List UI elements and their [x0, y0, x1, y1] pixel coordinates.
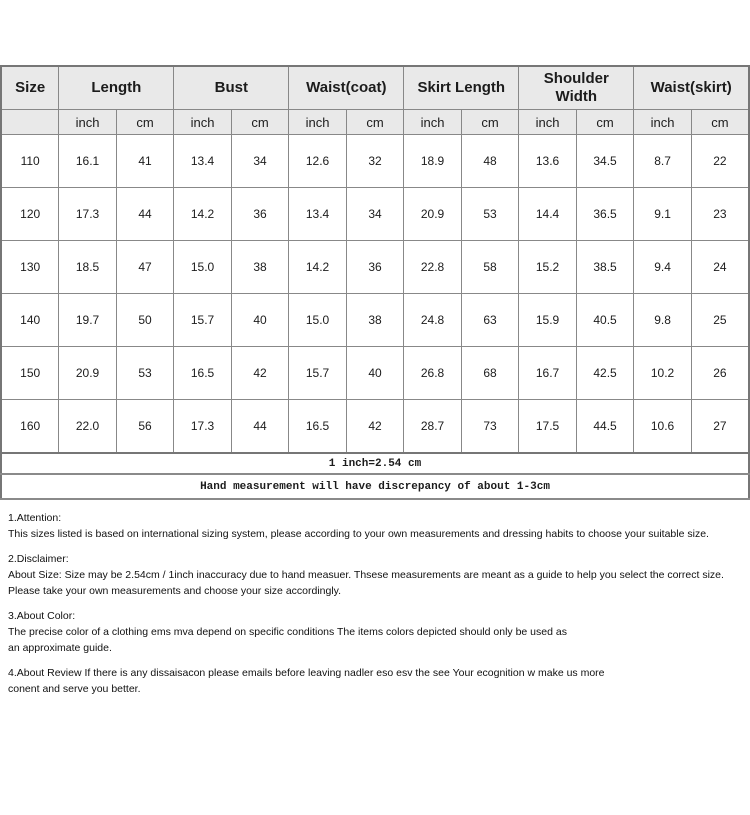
- measurement-cell: 27: [691, 400, 749, 454]
- subheader-cell: inch: [634, 110, 692, 135]
- measurement-cell: 34.5: [576, 135, 634, 188]
- measurement-cell: 16.1: [59, 135, 117, 188]
- measurement-cell: 22.0: [59, 400, 117, 454]
- note-heading: 2.Disclaimer:: [8, 553, 69, 565]
- note-text: conent and serve you better.: [8, 683, 141, 695]
- measurement-cell: 15.7: [174, 294, 232, 347]
- col-header-skirt-length: Skirt Length: [404, 66, 519, 110]
- measurement-cell: 34: [346, 188, 404, 241]
- measurement-cell: 24.8: [404, 294, 462, 347]
- measurement-cell: 34: [231, 135, 289, 188]
- measurement-cell: 17.5: [519, 400, 577, 454]
- table-row: [1, 347, 749, 400]
- measurement-cell: 68: [461, 347, 519, 400]
- measurement-cell: 15.2: [519, 241, 577, 294]
- note-about-review: [8, 665, 740, 697]
- measurement-cell: 28.7: [404, 400, 462, 454]
- size-cell: 130: [1, 241, 59, 294]
- measurement-cell: 56: [116, 400, 174, 454]
- measurement-cell: 13.4: [174, 135, 232, 188]
- table-row: [1, 294, 749, 347]
- size-chart-table: [0, 65, 750, 500]
- measurement-cell: 40: [231, 294, 289, 347]
- measurement-cell: 36: [231, 188, 289, 241]
- note-text: About Size: Size may be 2.54cm / 1inch inaccuracy due to hand measuer. Thsese measurements are meant as a guide to help you select the correct size.: [8, 569, 724, 581]
- size-cell: 160: [1, 400, 59, 454]
- measurement-cell: 22.8: [404, 241, 462, 294]
- measurement-cell: 15.7: [289, 347, 347, 400]
- subheader-cell: inch: [59, 110, 117, 135]
- subheader-cell: cm: [691, 110, 749, 135]
- measurement-cell: 38: [346, 294, 404, 347]
- measurement-cell: 18.5: [59, 241, 117, 294]
- measurement-cell: 17.3: [174, 400, 232, 454]
- measurement-cell: 22: [691, 135, 749, 188]
- measurement-note-row: [1, 474, 749, 499]
- measurement-cell: 36.5: [576, 188, 634, 241]
- measurement-cell: 73: [461, 400, 519, 454]
- measurement-cell: 14.2: [289, 241, 347, 294]
- measurement-cell: 16.5: [289, 400, 347, 454]
- note-heading: 3.About Color:: [8, 610, 76, 622]
- notes-section: [0, 500, 750, 697]
- measurement-cell: 48: [461, 135, 519, 188]
- subheader-cell: cm: [576, 110, 634, 135]
- measurement-cell: 42: [231, 347, 289, 400]
- measurement-cell: 26: [691, 347, 749, 400]
- measurement-cell: 41: [116, 135, 174, 188]
- measurement-cell: 24: [691, 241, 749, 294]
- subheader-cell: [1, 110, 59, 135]
- measurement-cell: 8.7: [634, 135, 692, 188]
- note-heading: 1.Attention:: [8, 512, 62, 524]
- subheader-cell: inch: [404, 110, 462, 135]
- col-header-size: Size: [1, 66, 59, 110]
- measurement-cell: 14.2: [174, 188, 232, 241]
- subheader-cell: inch: [174, 110, 232, 135]
- measurement-cell: 38: [231, 241, 289, 294]
- subheader-cell: cm: [116, 110, 174, 135]
- measurement-cell: 15.0: [289, 294, 347, 347]
- measurement-cell: 23: [691, 188, 749, 241]
- measurement-cell: 40.5: [576, 294, 634, 347]
- note-text: This sizes listed is based on international sizing system, please according to your own measurements and dressing habits to choose your suitable size.: [8, 528, 709, 540]
- measurement-cell: 19.7: [59, 294, 117, 347]
- table-row: [1, 135, 749, 188]
- col-header-waist-skirt: Waist(skirt): [634, 66, 749, 110]
- size-cell: 150: [1, 347, 59, 400]
- measurement-cell: 16.5: [174, 347, 232, 400]
- measurement-cell: 13.4: [289, 188, 347, 241]
- subheader-cell: inch: [519, 110, 577, 135]
- measurement-cell: 42.5: [576, 347, 634, 400]
- measurement-cell: 44: [231, 400, 289, 454]
- note-disclaimer: [8, 551, 740, 599]
- table-row: [1, 400, 749, 454]
- table-row: [1, 188, 749, 241]
- measurement-cell: 36: [346, 241, 404, 294]
- measurement-cell: 12.6: [289, 135, 347, 188]
- measurement-cell: 13.6: [519, 135, 577, 188]
- subheader-cell: cm: [461, 110, 519, 135]
- col-header-bust: Bust: [174, 66, 289, 110]
- note-text: Please take your own measurements and choose your size accordingly.: [8, 585, 342, 597]
- measurement-cell: 10.2: [634, 347, 692, 400]
- measurement-cell: 63: [461, 294, 519, 347]
- measurement-cell: 9.4: [634, 241, 692, 294]
- size-table-body: [1, 135, 749, 454]
- conversion-note-row: [1, 453, 749, 474]
- size-cell: 140: [1, 294, 59, 347]
- table-row: [1, 241, 749, 294]
- subheader-cell: inch: [289, 110, 347, 135]
- conversion-note: 1 inch=2.54 cm: [1, 453, 749, 474]
- measurement-cell: 15.0: [174, 241, 232, 294]
- measurement-cell: 9.1: [634, 188, 692, 241]
- note-text: The precise color of a clothing ems mva depend on specific conditions The items colors depicted should only be used as: [8, 626, 567, 638]
- col-header-length: Length: [59, 66, 174, 110]
- subheader-cell: cm: [231, 110, 289, 135]
- measurement-cell: 15.9: [519, 294, 577, 347]
- size-cell: 110: [1, 135, 59, 188]
- measurement-cell: 18.9: [404, 135, 462, 188]
- measurement-cell: 20.9: [404, 188, 462, 241]
- measurement-cell: 14.4: [519, 188, 577, 241]
- table-header-row: [1, 66, 749, 110]
- measurement-cell: 38.5: [576, 241, 634, 294]
- measurement-cell: 47: [116, 241, 174, 294]
- size-cell: 120: [1, 188, 59, 241]
- col-header-shoulder-width: Shoulder Width: [519, 66, 634, 110]
- measurement-cell: 25: [691, 294, 749, 347]
- measurement-cell: 42: [346, 400, 404, 454]
- table-subheader-row: [1, 110, 749, 135]
- measurement-cell: 10.6: [634, 400, 692, 454]
- note-about-color: [8, 608, 740, 656]
- measurement-cell: 20.9: [59, 347, 117, 400]
- measurement-note: Hand measurement will have discrepancy of about 1-3cm: [1, 474, 749, 499]
- measurement-cell: 40: [346, 347, 404, 400]
- note-text: an approximate guide.: [8, 642, 112, 654]
- measurement-cell: 44: [116, 188, 174, 241]
- measurement-cell: 58: [461, 241, 519, 294]
- note-attention: [8, 510, 740, 542]
- note-text: 4.About Review If there is any dissaisacon please emails before leaving nadler eso esv the see Your ecognition w make us more: [8, 667, 605, 679]
- measurement-cell: 26.8: [404, 347, 462, 400]
- measurement-cell: 17.3: [59, 188, 117, 241]
- measurement-cell: 50: [116, 294, 174, 347]
- measurement-cell: 53: [116, 347, 174, 400]
- measurement-cell: 32: [346, 135, 404, 188]
- measurement-cell: 16.7: [519, 347, 577, 400]
- measurement-cell: 9.8: [634, 294, 692, 347]
- measurement-cell: 53: [461, 188, 519, 241]
- subheader-cell: cm: [346, 110, 404, 135]
- measurement-cell: 44.5: [576, 400, 634, 454]
- col-header-waist-coat: Waist(coat): [289, 66, 404, 110]
